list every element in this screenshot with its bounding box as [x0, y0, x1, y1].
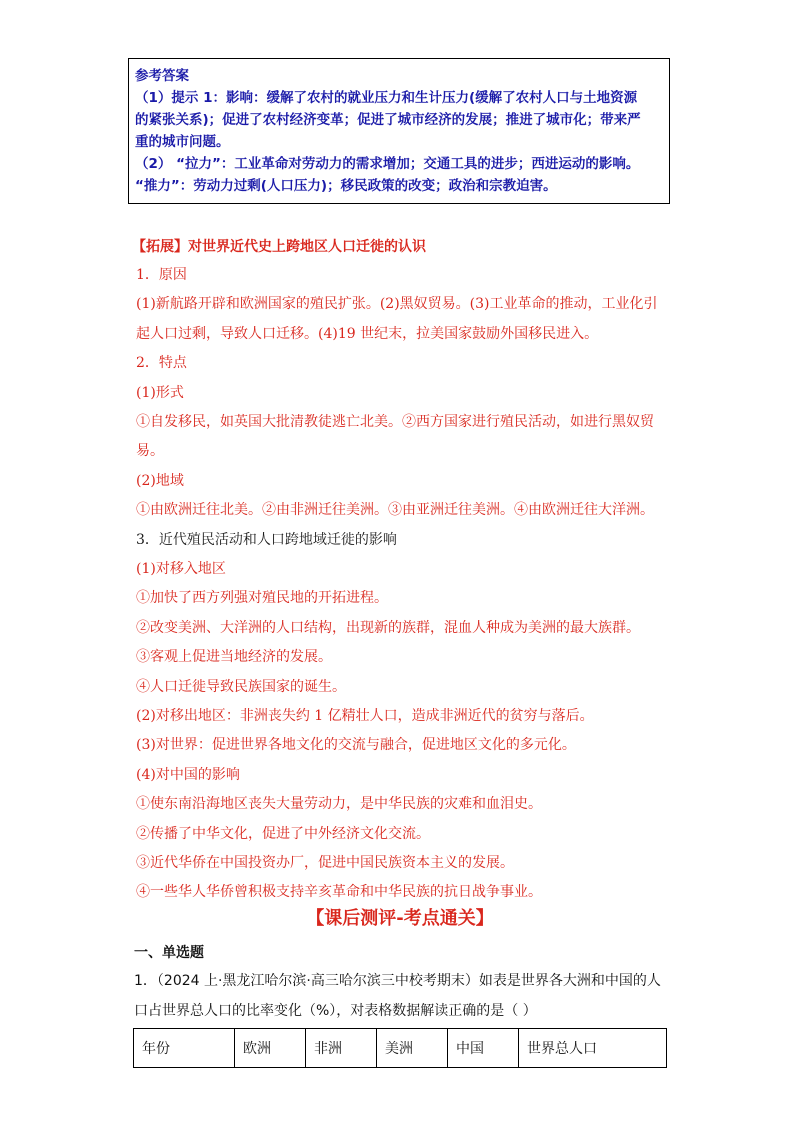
expansion-line: ③客观上促进当地经济的发展。 — [136, 649, 332, 666]
expansion-line: ④一些华人华侨曾积极支持辛亥革命和中华民族的抗日战争事业。 — [136, 884, 542, 901]
expansion-line: ①自发移民，如英国大批清教徒逃亡北美。②西方国家进行殖民活动，如进行黑奴贸 — [136, 414, 654, 430]
answer-line: （1）提示 1：影响：缓解了农村的就业压力和生计压力(缓解了农村人口与土地资源 — [135, 90, 638, 106]
test-section-title: 【课后测评-考点通关】 — [306, 908, 494, 929]
expansion-line: ④人口迁徙导致民族国家的诞生。 — [136, 678, 346, 695]
expansion-line: 起人口过剩，导致人口迁移。(4)19 世纪末，拉美国家鼓励外国移民进入。 — [136, 325, 599, 342]
expansion-line: (2)地域 — [136, 472, 184, 489]
expansion-line: (3)对世界：促进世界各地文化的交流与融合，促进地区文化的多元化。 — [136, 737, 576, 754]
expansion-line: 1．原因 — [136, 267, 187, 283]
question-text-line: 1．（2024 上·黑龙江哈尔滨·高三哈尔滨三中校考期末）如表是世界各大洲和中国的人 — [134, 973, 661, 989]
expansion-line: ③近代华侨在中国投资办厂，促进中国民族资本主义的发展。 — [136, 855, 514, 871]
expansion-line: ①使东南沿海地区丧失大量劳动力，是中华民族的灾难和血泪史。 — [136, 796, 542, 813]
expansion-line: (2)对移出地区：非洲丧失约 1 亿精壮人口，造成非洲近代的贫穷与落后。 — [136, 708, 594, 724]
expansion-line: (1)形式 — [136, 384, 184, 401]
expansion-line: (1)新航路开辟和欧洲国家的殖民扩张。(2)黑奴贸易。(3)工业革命的推动，工业化引 — [136, 296, 658, 313]
question-text-line: 口占世界总人口的比率变化（%），对表格数据解读正确的是（ ） — [134, 1003, 537, 1019]
table-header-cell: 欧洲 — [235, 1029, 306, 1068]
table-header-cell: 中国 — [448, 1029, 519, 1068]
table-header-cell: 世界总人口 — [519, 1029, 667, 1068]
answer-line: （2） “拉力”：工业革命对劳动力的需求增加；交通工具的进步；西进运动的影响。 — [135, 156, 640, 172]
answer-heading: 参考答案 — [135, 68, 189, 84]
expansion-line: 3．近代殖民活动和人口跨地域迁徙的影响 — [136, 531, 397, 548]
table-header-row — [134, 1029, 667, 1068]
table-header-cell: 非洲 — [306, 1029, 377, 1068]
expansion-line: ①加快了西方列强对殖民地的开拓进程。 — [136, 590, 388, 607]
table-header-cell: 年份 — [134, 1029, 235, 1068]
answer-line: 重的城市问题。 — [135, 134, 230, 150]
expansion-line: ②改变美洲、大洋洲的人口结构，出现新的族群，混血人种成为美洲的最大族群。 — [136, 619, 640, 636]
answer-line: 的紧张关系)；促进了农村经济变革；促进了城市经济的发展；推进了城市化；带来严 — [135, 112, 641, 128]
expansion-line: 2．特点 — [136, 355, 187, 372]
table-header-cell: 美洲 — [377, 1029, 448, 1068]
expansion-line: (4)对中国的影响 — [136, 766, 240, 783]
expansion-line: ②传播了中华文化，促进了中外经济文化交流。 — [136, 825, 430, 842]
population-table — [133, 1028, 667, 1068]
expansion-line: (1)对移入地区 — [136, 561, 226, 577]
question-type-heading: 一、单选题 — [134, 945, 204, 961]
expansion-title: 【拓展】对世界近代史上跨地区人口迁徙的认识 — [132, 239, 426, 255]
answer-box — [128, 58, 670, 204]
answer-line: “推力”：劳动力过剩(人口压力)；移民政策的改变；政治和宗教迫害。 — [135, 178, 557, 194]
expansion-line: ①由欧洲迁往北美。②由非洲迁往美洲。③由亚洲迁往美洲。④由欧洲迁往大洋洲。 — [136, 502, 654, 519]
expansion-line: 易。 — [136, 443, 164, 460]
